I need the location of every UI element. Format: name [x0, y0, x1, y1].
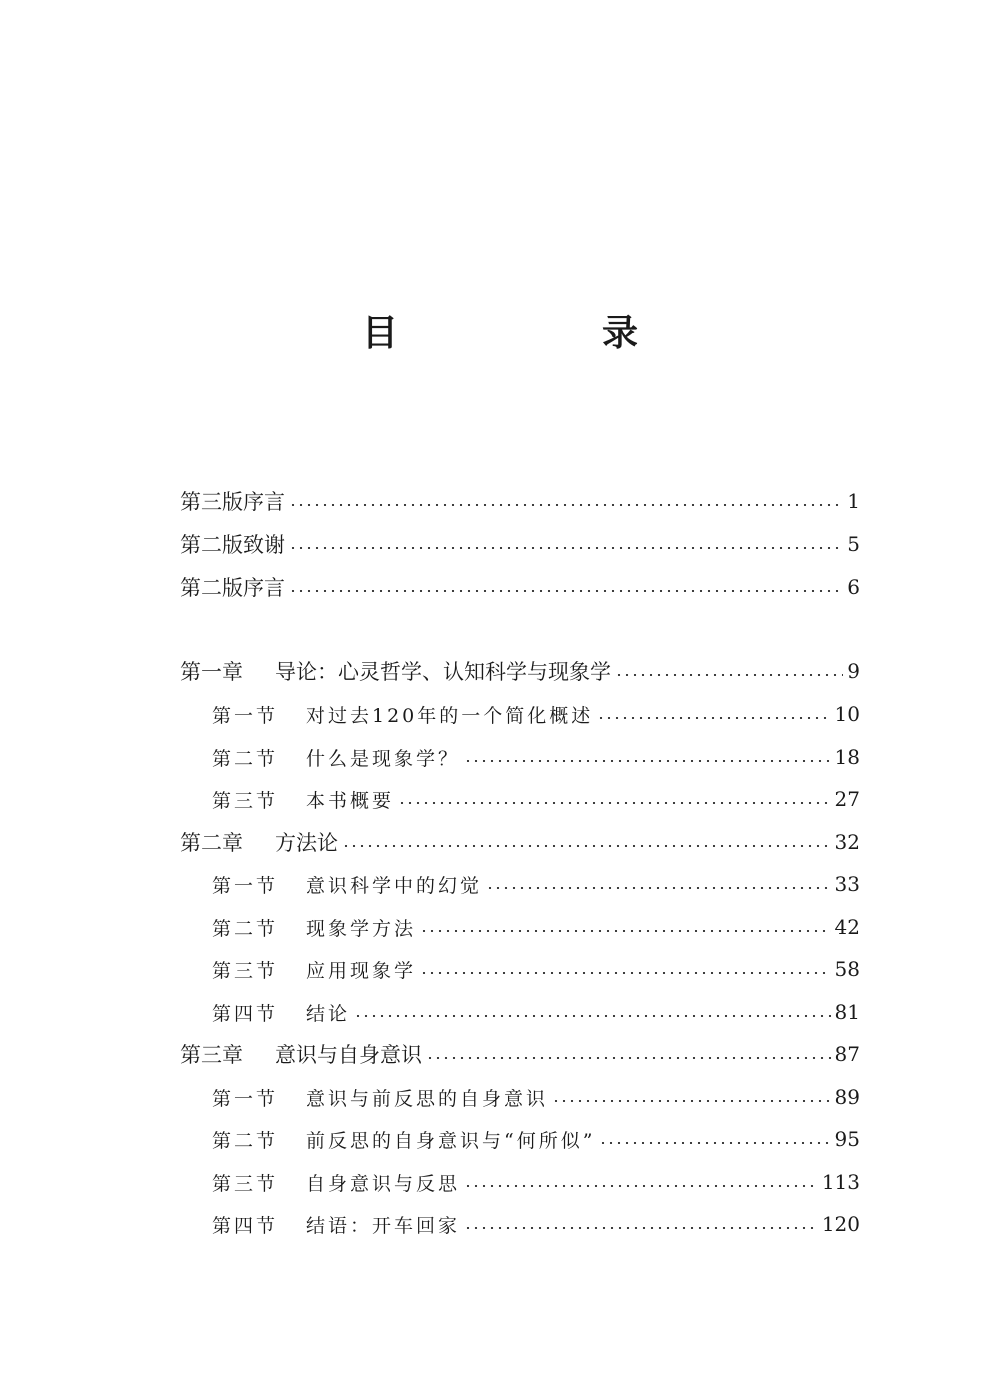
dot-leader — [289, 504, 843, 506]
entry-title — [180, 827, 338, 857]
page-number: 33 — [834, 872, 860, 896]
toc-entry-section-2-1[interactable] — [180, 863, 860, 905]
toc-entry-chapter-1[interactable] — [180, 650, 860, 692]
section-number: 第一节 — [212, 704, 279, 727]
entry-title — [212, 701, 593, 728]
dot-leader — [426, 1057, 831, 1059]
toc-entry-section-3-2[interactable] — [180, 1118, 860, 1160]
entry-title: 第三版序言 — [180, 490, 285, 514]
page-number: 120 — [821, 1212, 860, 1236]
dot-leader — [398, 802, 831, 804]
page-number: 5 — [847, 532, 860, 556]
entry-title — [212, 1126, 595, 1153]
chapter-number: 第一章 — [180, 660, 243, 684]
section-title: 结语：开车回家 — [306, 1214, 461, 1237]
dot-leader — [289, 590, 843, 592]
dot-leader — [615, 674, 843, 676]
entry-title — [212, 1211, 460, 1238]
toc-entry-chapter-3[interactable] — [180, 1033, 860, 1075]
page-number: 95 — [834, 1127, 860, 1151]
toc-entry-section-1-2[interactable] — [180, 736, 860, 778]
section-title: 自身意识与反思 — [306, 1172, 461, 1195]
section-number: 第四节 — [212, 1002, 279, 1025]
section-title: 前反思的自身意识与“何所似” — [306, 1129, 596, 1152]
chapter-title: 方法论 — [275, 831, 338, 855]
chapter-number: 第三章 — [180, 1043, 243, 1067]
toc-entry-section-3-3[interactable] — [180, 1161, 860, 1203]
toc-entry-front-1[interactable] — [180, 480, 860, 522]
toc-entry-front-2[interactable] — [180, 523, 860, 565]
dot-leader — [354, 1015, 831, 1017]
chapter-title: 导论：心灵哲学、认知科学与现象学 — [275, 660, 611, 684]
section-title: 什么是现象学？ — [306, 747, 461, 770]
dot-leader — [597, 717, 830, 719]
section-title: 意识与前反思的自身意识 — [306, 1087, 549, 1110]
toc-entry-section-3-4[interactable] — [180, 1203, 860, 1245]
section-title: 结论 — [306, 1002, 351, 1025]
entry-title — [212, 956, 416, 983]
toc-entry-section-2-3[interactable] — [180, 948, 860, 990]
entry-title — [212, 1169, 460, 1196]
section-number: 第一节 — [212, 1087, 279, 1110]
page-number: 113 — [821, 1170, 860, 1194]
chapter-number: 第二章 — [180, 831, 243, 855]
toc-entry-section-2-4[interactable] — [180, 991, 860, 1033]
section-number: 第三节 — [212, 1172, 279, 1195]
dot-leader — [464, 760, 831, 762]
page-title: 目 录 — [361, 313, 722, 354]
page-number: 89 — [834, 1085, 860, 1109]
entry-title — [212, 871, 482, 898]
page-number: 6 — [847, 575, 860, 599]
dot-leader — [420, 972, 831, 974]
entry-title: 第二版致谢 — [180, 533, 285, 557]
page-number: 10 — [834, 702, 860, 726]
section-title: 对过去120年的一个简化概述 — [306, 704, 594, 727]
section-title: 本书概要 — [306, 789, 395, 812]
page-number: 9 — [847, 659, 860, 683]
entry-title — [212, 999, 350, 1026]
chapter-title: 意识与自身意识 — [275, 1043, 422, 1067]
toc-entry-section-3-1[interactable] — [180, 1076, 860, 1118]
dot-leader — [464, 1185, 818, 1187]
dot-leader — [289, 547, 843, 549]
toc-entry-front-3[interactable] — [180, 566, 860, 608]
page-number: 27 — [834, 787, 860, 811]
section-title: 应用现象学 — [306, 959, 417, 982]
section-number: 第三节 — [212, 959, 279, 982]
page-number: 18 — [834, 745, 860, 769]
dot-leader — [420, 930, 831, 932]
page-number: 32 — [834, 830, 860, 854]
section-number: 第四节 — [212, 1214, 279, 1237]
entry-title — [180, 656, 611, 686]
toc-entry-section-1-1[interactable] — [180, 693, 860, 735]
entry-title: 第二版序言 — [180, 576, 285, 600]
dot-leader — [342, 845, 831, 847]
section-number: 第二节 — [212, 747, 279, 770]
section-number: 第二节 — [212, 917, 279, 940]
page-number: 42 — [834, 915, 860, 939]
page-number: 58 — [834, 957, 860, 981]
page-number: 87 — [834, 1042, 860, 1066]
page-number: 1 — [847, 489, 860, 513]
dot-leader — [486, 887, 831, 889]
section-number: 第二节 — [212, 1129, 279, 1152]
entry-title — [212, 914, 416, 941]
entry-title — [212, 1084, 548, 1111]
entry-title — [212, 786, 394, 813]
section-title: 意识科学中的幻觉 — [306, 874, 483, 897]
toc-entry-chapter-2[interactable] — [180, 821, 860, 863]
dot-leader — [599, 1142, 830, 1144]
section-number: 第三节 — [212, 789, 279, 812]
entry-title — [180, 1039, 422, 1069]
toc-entry-section-1-3[interactable] — [180, 778, 860, 820]
dot-leader — [464, 1227, 818, 1229]
entry-title — [212, 744, 460, 771]
section-number: 第一节 — [212, 874, 279, 897]
toc-entry-section-2-2[interactable] — [180, 906, 860, 948]
dot-leader — [552, 1100, 831, 1102]
page-number: 81 — [834, 1000, 860, 1024]
section-title: 现象学方法 — [306, 917, 417, 940]
